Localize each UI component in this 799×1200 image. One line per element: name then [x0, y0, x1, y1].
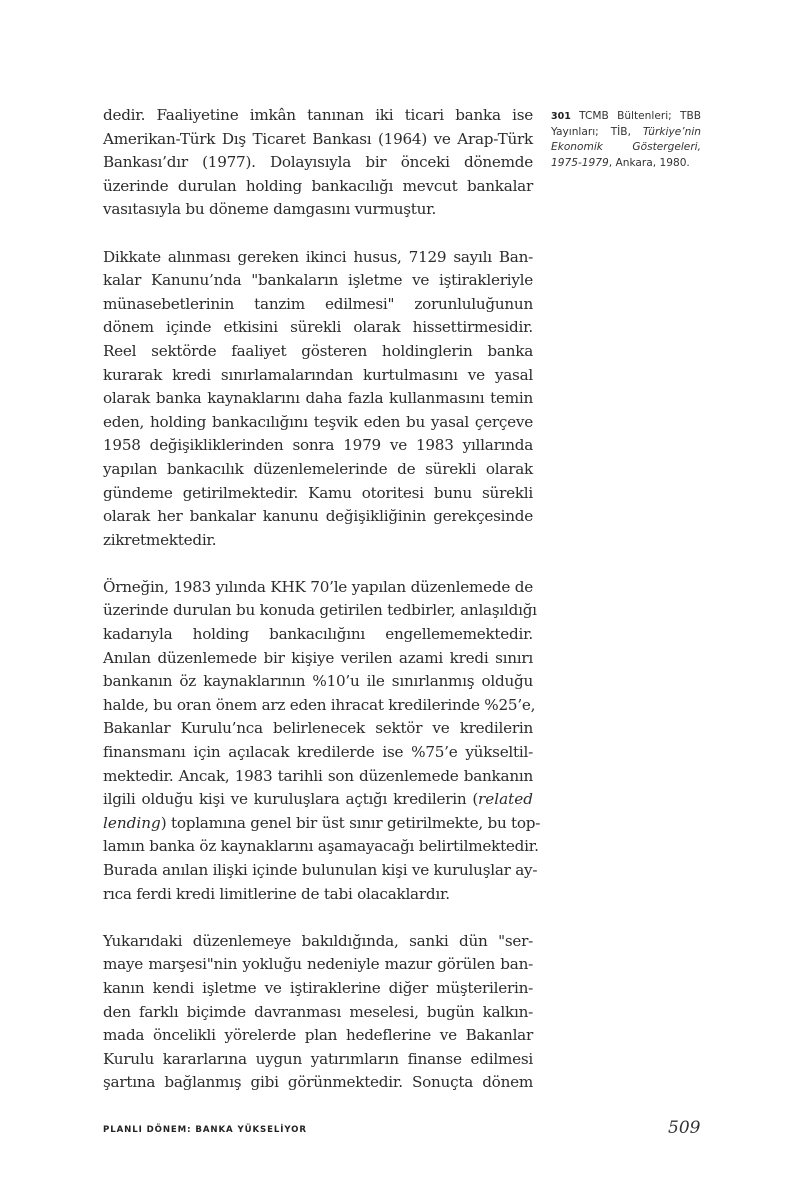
text-line: lamın banka öz kaynaklarını aşamayacağı belirtilmektedir.	[103, 837, 539, 856]
text-line: zikretmektedir.	[103, 530, 217, 549]
paragraph-2	[103, 246, 533, 553]
text-line: gündeme getirilmektedir. Kamu otoritesi bunu sürekli	[103, 483, 533, 502]
paragraph-4	[103, 930, 533, 1095]
text-line: olarak her bankalar kanunu değişikliğinin gerekçesinde	[103, 507, 533, 526]
paragraph-1	[103, 104, 533, 222]
page-number: 509	[668, 1118, 701, 1138]
text-line: finansmanı için açılacak kredilerde ise %75’e yükseltil-	[103, 743, 533, 762]
text-line: münasebetlerinin tanzim edilmesi" zorunluluğunun	[103, 294, 533, 313]
text-line: bankanın öz kaynaklarının %10’u ile sınırlanmış olduğu	[103, 672, 533, 691]
text-line: Bakanlar Kurulu’nca belirlenecek sektör ve kredilerin	[103, 719, 533, 738]
sidenote-line: 1975-1979, Ankara, 1980.	[551, 156, 690, 169]
text-line: vasıtasıyla bu döneme damgasını vurmuştur.	[103, 200, 437, 219]
text-line: Dikkate alınması gereken ikinci husus, 7129 sayılı Ban-	[103, 247, 533, 266]
text-line: dönem içinde etkisini sürekli olarak hissettirmesidir.	[103, 318, 533, 337]
text-line: Bankası’dır (1977). Dolayısıyla bir önceki dönemde	[103, 153, 533, 172]
text-line: Kurulu kararlarına uygun yatırımların finanse edilmesi	[103, 1049, 533, 1068]
italic-term: related	[478, 790, 533, 809]
text-line: kanın kendi işletme ve iştiraklerine diğer müşterilerin-	[103, 978, 533, 997]
text-line: şartına bağlanmış gibi görünmektedir. Sonuçta dönem	[103, 1073, 533, 1092]
text-line: Burada anılan ilişki içinde bulunulan kişi ve kuruluşlar ay-	[103, 861, 538, 879]
sidenote-line: 301 TCMB Bültenleri; TBB	[551, 110, 701, 122]
text-line: üzerinde durulan holding bankacılığı mevcut bankalar	[103, 176, 533, 195]
text-line: olarak banka kaynaklarını daha fazla kullanmasını temin	[103, 389, 533, 408]
text-line: Örneğin, 1983 yılında KHK 70’le yapılan düzenlemede de	[103, 577, 533, 596]
text-line: mada öncelikli yörelerde plan hedeflerine ve Bakanlar	[103, 1026, 533, 1045]
text-line: 1958 değişikliklerinden sonra 1979 ve 1983 yıllarında	[103, 436, 533, 455]
text-line: den farklı biçimde davranması meselesi, bugün kalkın-	[103, 1002, 533, 1021]
main-text-column	[103, 104, 541, 1119]
text-line: halde, bu oran önem arz eden ihracat kredilerinde %25’e,	[103, 695, 536, 714]
text-line: Amerikan-Türk Dış Ticaret Bankası (1964) ve Arap-Türk	[103, 129, 533, 148]
paragraph-3	[103, 576, 541, 906]
sidenote-line: Ekonomik Göstergeleri,	[551, 141, 701, 154]
sidenote-line: Yayınları; TİB, Türkiye’nin	[551, 125, 701, 138]
sidenote	[551, 109, 701, 171]
text-line: maye marşesi"nin yokluğu nedeniyle mazur görülen ban-	[103, 955, 533, 974]
text-line: ilgili olduğu kişi ve kuruluşlara açtığı kredilerin (related	[103, 790, 533, 809]
running-footer-title: PLANLI DÖNEM: BANKA YÜKSELİYOR	[103, 1125, 307, 1135]
text-line: Yukarıdaki düzenlemeye bakıldığında, sanki dün "ser-	[103, 931, 533, 950]
text-line: kadarıyla holding bankacılığını engellememektedir.	[103, 625, 533, 644]
footnote-number: 301	[551, 111, 571, 122]
text-line: dedir. Faaliyetine imkân tanınan iki ticari banka ise	[103, 106, 533, 124]
text-line: Reel sektörde faaliyet gösteren holdinglerin banka	[103, 341, 533, 360]
text-line: rıca ferdi kredi limitlerine de tabi olacaklardır.	[103, 884, 450, 903]
text-line: Anılan düzenlemede bir kişiye verilen azami kredi sınırı	[103, 648, 533, 667]
text-line: yapılan bankacılık düzenlemelerinde de sürekli olarak	[103, 459, 533, 478]
text-line: mektedir. Ancak, 1983 tarihli son düzenlemede bankanın	[103, 766, 533, 785]
text-line: kalar Kanunu’nda "bankaların işletme ve iştirakleriyle	[103, 271, 533, 290]
text-line: kurarak kredi sınırlamalarından kurtulmasını ve yasal	[103, 365, 533, 384]
italic-term: lending	[103, 813, 161, 832]
text-line: eden, holding bankacılığını teşvik eden bu yasal çerçeve	[103, 412, 533, 431]
text-line: üzerinde durulan bu konuda getirilen tedbirler, anlaşıldığı	[103, 601, 537, 620]
text-line: lending) toplamına genel bir üst sınır getirilmekte, bu top-	[103, 813, 541, 832]
